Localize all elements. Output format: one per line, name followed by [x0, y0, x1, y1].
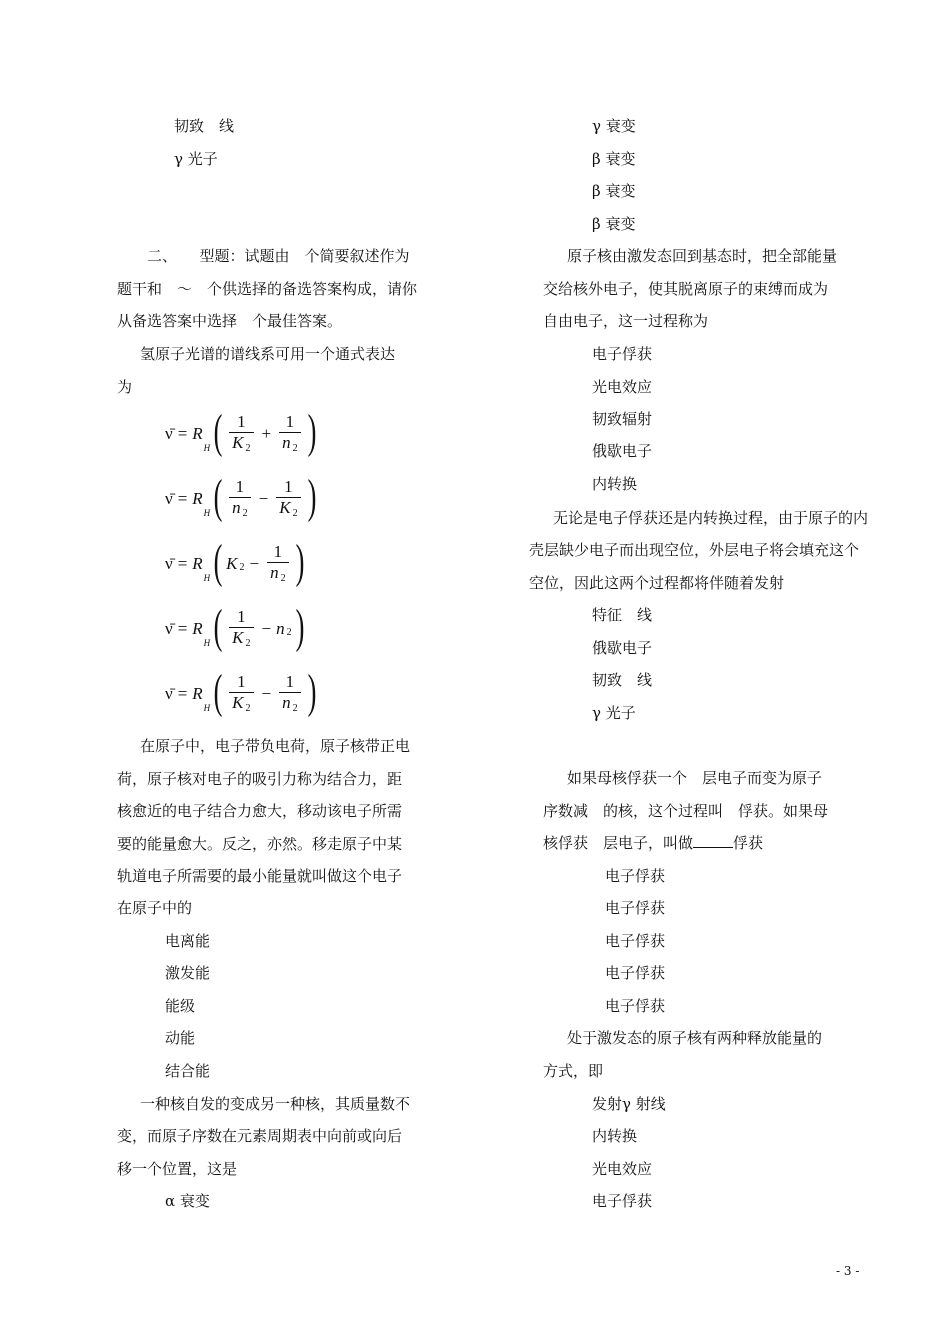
question-3-option-3: β 衰变 — [592, 150, 636, 168]
question-7-option-3: 光电效应 — [592, 1160, 653, 1178]
question-2-option-4: 动能 — [165, 1029, 196, 1047]
question-5-option-1: 特征 线 — [592, 606, 653, 624]
question-3-stem-line-1: 一种核自发的变成另一种核，其质量数不 — [140, 1095, 411, 1113]
question-7-option-4: 电子俘获 — [592, 1192, 653, 1210]
question-7-option-2: 内转换 — [592, 1127, 638, 1145]
question-2-stem-line-1: 在原子中，电子带负电荷，原子核带正电 — [140, 737, 411, 755]
question-4-stem-line-1: 原子核由激发态回到基态时，把全部能量 — [567, 247, 838, 265]
question-2-option-5: 结合能 — [165, 1062, 211, 1080]
question-6-option-1: 电子俘获 — [605, 867, 666, 885]
question-1-stem-line-2: 为 — [117, 378, 133, 396]
question-7-stem-line-2: 方式，即 — [543, 1062, 604, 1080]
formula-option-a: ν̄ = R H ( $\frac{1}{K 2}$ + $\frac{1}{n 2}$ ) — [165, 405, 316, 458]
page-number: - 3 - — [836, 1264, 860, 1278]
formula-option-d: ν̄ = R H ( $\frac{1}{K 2}$ − n 2 ) — [165, 600, 304, 653]
question-4-option-1: 电子俘获 — [592, 345, 653, 363]
question-4-option-3: 韧致辐射 — [592, 410, 653, 428]
question-6-stem-line-1: 如果母核俘获一个 层电子而变为原子 — [567, 769, 823, 787]
question-6-stem-line-3: 核俘获 层电子，叫做 俘获 — [543, 834, 764, 852]
section-intro-line-3: 从备选答案中选择 个最佳答案。 — [117, 312, 343, 330]
question-1-stem-line-1: 氢原子光谱的谱线系可用一个通式表达 — [140, 345, 396, 363]
question-3-option-1: α 衰变 — [165, 1192, 210, 1210]
question-3-stem-line-2: 变，而原子序数在元素周期表中向前或向后 — [117, 1127, 403, 1145]
question-5-option-3: 韧致 线 — [592, 671, 653, 689]
formula-option-b: ν̄ = R H ( $\frac{1}{n 2}$ − $\frac{1}{K 2}$ ) — [165, 470, 316, 523]
prev-option-1: 韧致 线 — [174, 117, 235, 135]
question-3-option-2: γ 衰变 — [592, 117, 636, 135]
question-3-stem-line-3: 移一个位置，这是 — [117, 1160, 238, 1178]
question-2-stem-line-3: 核愈近的电子结合力愈大，移动该电子所需 — [117, 802, 403, 820]
formula-option-e: ν̄ = R H ( $\frac{1}{K 2}$ − $\frac{1}{n 2}$ ) — [165, 665, 316, 718]
question-4-stem-line-3: 自由电子，这一过程称为 — [543, 312, 709, 330]
question-3-option-4: β 衰变 — [592, 182, 636, 200]
question-2-stem-line-4: 要的能量愈大。反之，亦然。移走原子中某 — [117, 835, 403, 853]
question-5-stem-line-1: 无论是电子俘获还是内转换过程，由于原子的内 — [553, 509, 869, 527]
question-2-option-3: 能级 — [165, 997, 196, 1015]
question-2-stem-line-6: 在原子中的 — [117, 899, 193, 917]
question-6-stem-line-2: 序数减 的核，这个过程叫 俘获。如果母 — [543, 802, 829, 820]
question-7-option-1: 发射γ 射线 — [592, 1095, 666, 1113]
question-4-option-2: 光电效应 — [592, 378, 653, 396]
question-6-option-2: 电子俘获 — [605, 899, 666, 917]
section-intro-line-1: 二、 型题：试题由 个简要叙述作为 — [147, 247, 410, 265]
question-2-option-2: 激发能 — [165, 964, 211, 982]
question-6-option-4: 电子俘获 — [605, 964, 666, 982]
question-6-option-5: 电子俘获 — [605, 997, 666, 1015]
question-2-stem-line-5: 轨道电子所需要的最小能量就叫做这个电子 — [117, 867, 403, 885]
question-5-stem-line-2: 壳层缺少电子而出现空位，外层电子将会填充这个 — [529, 541, 860, 559]
prev-option-2: γ 光子 — [174, 150, 218, 168]
question-4-option-4: 俄歇电子 — [592, 442, 653, 460]
formula-option-c: ν̄ = R H ( K 2 − $\frac{1}{n 2}$ ) — [165, 535, 304, 588]
answer-blank — [693, 833, 733, 848]
question-7-stem-line-1: 处于激发态的原子核有两种释放能量的 — [567, 1029, 823, 1047]
question-2-stem-line-2: 荷，原子核对电子的吸引力称为结合力，距 — [117, 770, 403, 788]
question-6-option-3: 电子俘获 — [605, 932, 666, 950]
section-intro-line-2: 题干和 ～ 个供选择的备选答案构成，请你 — [117, 280, 418, 298]
formula-lhs: ν̄ — [165, 424, 173, 443]
question-2-option-1: 电离能 — [165, 932, 211, 950]
question-4-option-5: 内转换 — [592, 475, 638, 493]
question-5-option-4: γ 光子 — [592, 704, 636, 722]
question-5-option-2: 俄歇电子 — [592, 639, 653, 657]
question-4-stem-line-2: 交给核外电子，使其脱离原子的束缚而成为 — [543, 280, 829, 298]
question-5-stem-line-3: 空位，因此这两个过程都将伴随着发射 — [529, 574, 785, 592]
question-3-option-5: β 衰变 — [592, 215, 636, 233]
